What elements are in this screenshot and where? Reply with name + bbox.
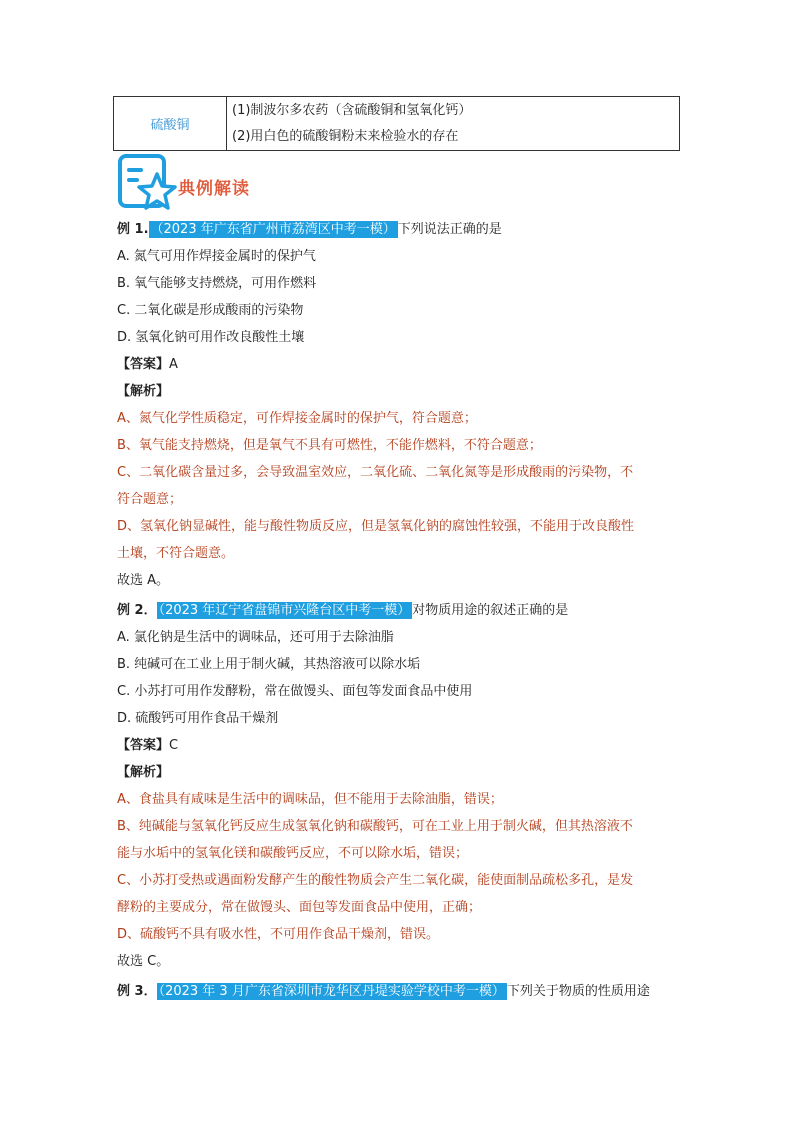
ex1-answer	[117, 355, 178, 375]
section-header	[117, 152, 317, 214]
ex2-option: D. 硫酸钙可用作食品干燥剂	[117, 711, 279, 726]
ex2-analysis-line: C、小苏打受热或遇面粉发酵产生的酸性物质会产生二氧化碳，能使面制品疏松多孔，是发	[117, 873, 634, 888]
ex1-analysis-line: B、氧气能支持燃烧，但是氧气不具有可燃性，不能作燃料，不符合题意；	[117, 438, 542, 453]
ex2-analysis-line: A、食盐具有咸味是生活中的调味品，但不能用于去除油脂，错误；	[117, 792, 503, 807]
ex3-question	[117, 982, 650, 1002]
ex3-source: （2023 年 3 月广东省深圳市龙华区丹堤实验学校中考一模）	[158, 984, 505, 999]
ex3-label: 例 3．	[117, 984, 157, 999]
use-item: (2)用白色的硫酸铜粉末来检验水的存在	[232, 128, 459, 144]
answer-value: A	[169, 357, 178, 372]
ex2-source: （2023 年辽宁省盘锦市兴隆台区中考一模）	[158, 603, 411, 618]
ex1-analysis-line: D、氢氧化钠显碱性，能与酸性物质反应，但是氢氧化钠的腐蚀性较强，不能用于改良酸性	[117, 519, 635, 534]
ex1-analysis-label: 【解析】	[117, 384, 170, 399]
use-item: (1)制波尔多农药（含硫酸铜和氢氧化钙）	[232, 102, 472, 118]
ex2-analysis-line: 酵粉的主要成分，常在做馒头、面包等发面食品中使用，正确；	[117, 900, 482, 915]
ex1-option: B. 氧气能够支持燃烧，可用作燃料	[117, 276, 317, 291]
section-title: 典例解读	[178, 179, 250, 199]
ex3-stem: 下列关于物质的性质用途	[506, 984, 650, 999]
table-row-label: 硫酸铜	[114, 97, 227, 151]
ex1-analysis-line: 符合题意；	[117, 492, 183, 507]
ex2-analysis-line: D、硫酸钙不具有吸水性，不可用作食品干燥剂，错误。	[117, 927, 440, 942]
ex2-option: A. 氯化钠是生活中的调味品，还可用于去除油脂	[117, 630, 394, 645]
ex1-stem: 下列说法正确的是	[397, 222, 502, 237]
ex2-conclusion: 故选 C。	[117, 954, 170, 969]
answer-value: C	[169, 738, 179, 753]
star-clipboard-icon	[117, 152, 179, 214]
ex2-option: C. 小苏打可用作发酵粉，常在做馒头、面包等发面食品中使用	[117, 684, 473, 699]
ex1-source: （2023 年广东省广州市荔湾区中考一模）	[150, 222, 396, 237]
ex2-stem: 对物质用途的叙述正确的是	[412, 603, 569, 618]
ex2-analysis-line: B、纯碱能与氢氧化钙反应生成氢氧化钠和碳酸钙，可在工业上用于制火碱，但其热溶液不	[117, 819, 633, 834]
ex1-analysis-line: 土壤，不符合题意。	[117, 546, 235, 561]
answer-label: 【答案】	[117, 357, 170, 372]
ex2-analysis-line: 能与水垢中的氢氧化镁和碳酸钙反应，不可以除水垢，错误；	[117, 846, 469, 861]
ex1-option: C. 二氧化碳是形成酸雨的污染物	[117, 303, 304, 318]
table-uses-cell	[227, 97, 680, 151]
ex1-option: D. 氢氧化钠可用作改良酸性土壤	[117, 330, 305, 345]
ex2-label: 例 2．	[117, 603, 157, 618]
ex2-analysis-label: 【解析】	[117, 765, 170, 780]
ex1-option: A. 氮气可用作焊接金属时的保护气	[117, 249, 316, 264]
ex1-label: 例 1.	[117, 222, 149, 237]
ex1-question	[117, 220, 502, 240]
ex2-option: B. 纯碱可在工业上用于制火碱，其热溶液可以除水垢	[117, 657, 421, 672]
ex1-conclusion: 故选 A。	[117, 573, 170, 588]
ex2-answer	[117, 736, 178, 756]
ex1-analysis-line: A、氮气化学性质稳定，可作焊接金属时的保护气，符合题意；	[117, 411, 477, 426]
answer-label: 【答案】	[117, 738, 170, 753]
ex2-question	[117, 601, 568, 621]
ex1-analysis-line: C、二氧化碳含量过多，会导致温室效应，二氧化硫、二氧化氮等是形成酸雨的污染物，不	[117, 465, 634, 480]
usage-table	[113, 96, 680, 151]
